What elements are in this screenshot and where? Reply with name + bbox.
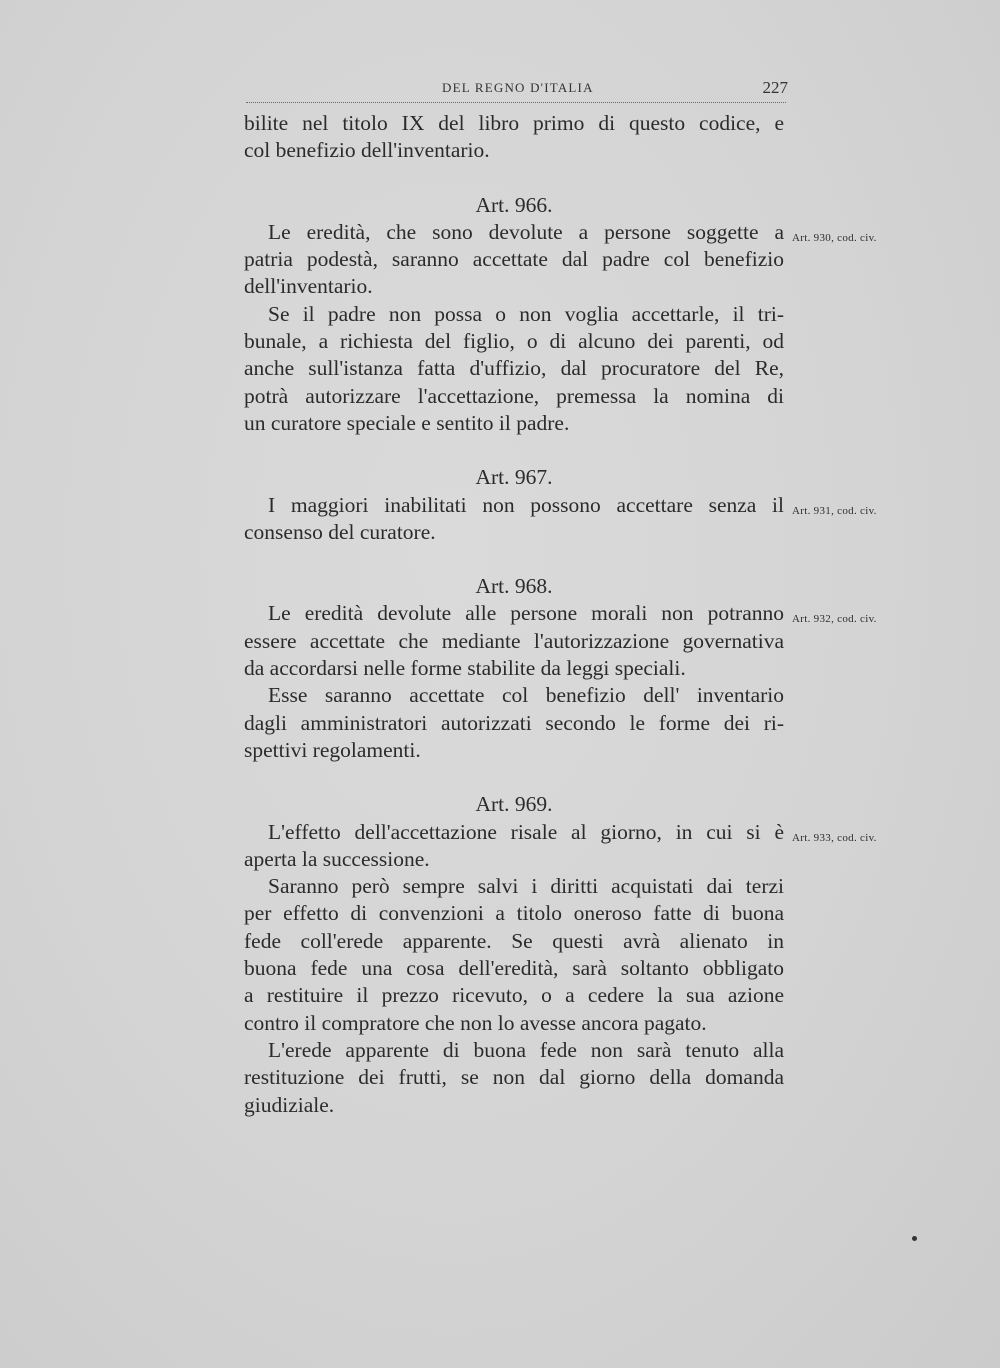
paragraph	[244, 819, 877, 874]
paragraph	[244, 219, 877, 301]
paragraph-line: consenso del curatore.	[244, 519, 436, 544]
paragraph-line: contro il compratore che non lo avesse ancora pagato.	[244, 1010, 707, 1035]
running-title: DEL REGNO D'ITALIA	[442, 80, 594, 95]
page-header	[246, 78, 786, 103]
paragraph-line: dagli amministratori autorizzati secondo le forme dei ri-	[244, 710, 784, 735]
paragraph-line: L'effetto dell'accettazione risale al giorno, in cui si è	[268, 819, 784, 844]
line-with-margin-ref	[244, 600, 877, 627]
margin-reference: Art. 931, cod. civ.	[792, 504, 877, 517]
paragraph-line: bunale, a richiesta del figlio, o di alcuno dei parenti, od	[244, 329, 784, 354]
article-section	[244, 464, 877, 546]
paragraph	[244, 1037, 784, 1119]
intro-line: bilite nel titolo IX del libro primo di questo codice, e	[244, 111, 784, 135]
paragraph-line: aperta la successione.	[244, 846, 430, 871]
article-heading: Art. 967.	[475, 465, 553, 490]
paragraph-line: a restituire il prezzo ricevuto, o a cedere la sua azione	[244, 983, 784, 1008]
paragraph	[244, 301, 784, 437]
paragraph-line: patria podestà, saranno accettate dal padre col benefizio	[244, 247, 784, 272]
margin-reference: Art. 932, cod. civ.	[792, 613, 877, 626]
article-heading: Art. 968.	[475, 574, 553, 599]
paragraph	[244, 873, 784, 1037]
article-heading: Art. 966.	[475, 192, 553, 217]
article-section	[244, 192, 877, 438]
article-section	[244, 573, 877, 764]
paragraph	[244, 682, 784, 764]
article-heading: Art. 969.	[475, 792, 553, 817]
page-number: 227	[762, 78, 788, 97]
line-with-margin-ref	[244, 492, 877, 519]
paragraph-line: L'erede apparente di buona fede non sarà tenuto alla	[268, 1037, 784, 1062]
paragraph-line: potrà autorizzare l'accettazione, premessa la nomina di	[244, 383, 784, 408]
paragraph-line: dell'inventario.	[244, 274, 373, 299]
paragraph-line: Saranno però sempre salvi i diritti acquistati dai terzi	[268, 874, 784, 899]
line-with-margin-ref	[244, 819, 877, 846]
paragraph	[244, 600, 877, 682]
paragraph-line: buona fede una cosa dell'eredità, sarà soltanto obbligato	[244, 956, 784, 981]
paragraph-line: per effetto di convenzioni a titolo oneroso fatte di buona	[244, 901, 784, 926]
intro-line: col benefizio dell'inventario.	[244, 138, 490, 163]
ink-speck	[912, 1236, 917, 1241]
paragraph-line: anche sull'istanza fatta d'uffizio, dal procuratore del Re,	[244, 356, 784, 381]
paragraph-line: Le eredità devolute alle persone morali non potranno	[268, 601, 784, 626]
article-section	[244, 791, 877, 1119]
paragraph-line: essere accettate che mediante l'autorizzazione governativa	[244, 628, 784, 653]
paragraph-line: da accordarsi nelle forme stabilite da leggi speciali.	[244, 656, 686, 681]
margin-reference: Art. 933, cod. civ.	[792, 831, 877, 844]
margin-reference: Art. 930, cod. civ.	[792, 231, 877, 244]
paragraph-line: Esse saranno accettate col benefizio dell' inventario	[268, 683, 784, 708]
paragraph-line: un curatore speciale e sentito il padre.	[244, 410, 570, 435]
paragraph-line: Le eredità, che sono devolute a persone soggette a	[268, 219, 784, 244]
paragraph	[244, 492, 877, 547]
paragraph-line: spettivi regolamenti.	[244, 737, 421, 762]
paragraph-line: I maggiori inabilitati non possono accettare senza il	[268, 492, 784, 517]
paragraph-line: fede coll'erede apparente. Se questi avrà alienato in	[244, 928, 784, 953]
paragraph-line: Se il padre non possa o non voglia accettarle, il tri-	[268, 301, 784, 326]
paragraph-line: restituzione dei frutti, se non dal giorno della domanda	[244, 1065, 784, 1090]
paragraph-line: giudiziale.	[244, 1092, 335, 1117]
line-with-margin-ref	[244, 219, 877, 246]
page-body	[244, 110, 877, 1119]
